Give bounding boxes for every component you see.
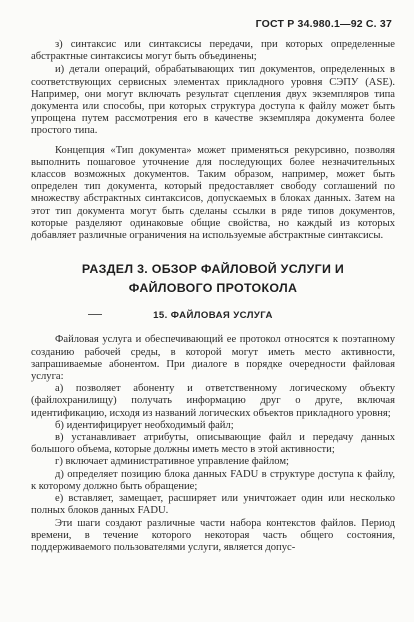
paragraph-file-service-intro: Файловая услуга и обеспечивающий ее протокол относятся к поэтапному созданию рабочей среды, в которой могут иметь место активности, запрашиваемые абонентом. При диалоге в порядке очередности файловая услуга: — [31, 334, 395, 383]
subsection-title: 15. ФАЙЛОВАЯ УСЛУГА — [153, 310, 273, 322]
running-header: ГОСТ Р 34.980.1—92 С. 37 — [255, 18, 392, 30]
paragraph-item-v: в) устанавливает атрибуты, описывающие файл и передачу данных большого объема, которые должны иметь место в этой активности; — [31, 432, 395, 456]
paragraph-document-type-concept: Концепция «Тип документа» может применяться рекурсивно, позволяя выполнить пошаговое уточнение для последующих более незначительных классов возможных документов. Таким образом, например, может быть определен тип документа, который предоставляет свободу соглашений по множеству абстрактных синтаксисов, допускаемых в блоках данных. Затем на этот тип документа могут быть сделаны ссылки в ряде типов документов, которые разделяют одинаковые общие свойства, но каждый из которых добавляет различные ограничения на используемые абстрактные синтаксисы. — [31, 144, 395, 242]
page-body — [31, 39, 395, 554]
paragraph-item-d: д) определяет позицию блока данных FADU в структуре доступа к файлу, к которому должно быть обращение; — [31, 468, 395, 492]
paragraph-item-z: з) синтаксис или синтаксисы передачи, при которых определенные абстрактные синтаксисы могут быть объединены; — [31, 39, 395, 63]
paragraph-steps: Эти шаги создают различные части набора контекстов файлов. Период времени, в течение которого некоторая часть общего состояния, поддерживаемого пользователями услуги, является допус- — [31, 517, 395, 553]
paragraph-item-a: а) позволяет абоненту и ответственному логическому объекту (файлохранилищу) получать информацию друг о друге, включая идентификацию, исходя из названий логических объектов прикладного уровня; — [31, 383, 395, 419]
section-title-line-2: ФАЙЛОВОГО ПРОТОКОЛА — [128, 281, 298, 296]
margin-dash-mark — [88, 314, 102, 315]
paragraph-item-e: е) вставляет, замещает, расширяет или уничтожает один или несколько полных блоков данных FADU. — [31, 493, 395, 517]
paragraph-item-g: г) включает административное управление файлом; — [55, 456, 289, 468]
section-title-line-1: РАЗДЕЛ 3. ОБЗОР ФАЙЛОВОЙ УСЛУГИ И — [81, 262, 345, 277]
paragraph-item-i: и) детали операций, обрабатывающих тип документов, определенных в соответствующих сервисных элементах прикладного уровня СЭПУ (ASE). Например, они могут включать результат сцепления двух экземпляров типа документа или способы, при которых структура доступа к файлу может быть упрощена путем рассмотрения его в качестве экземпляра документа более простого типа. — [31, 64, 395, 137]
paragraph-item-b: б) идентифицирует необходимый файл; — [55, 419, 234, 431]
